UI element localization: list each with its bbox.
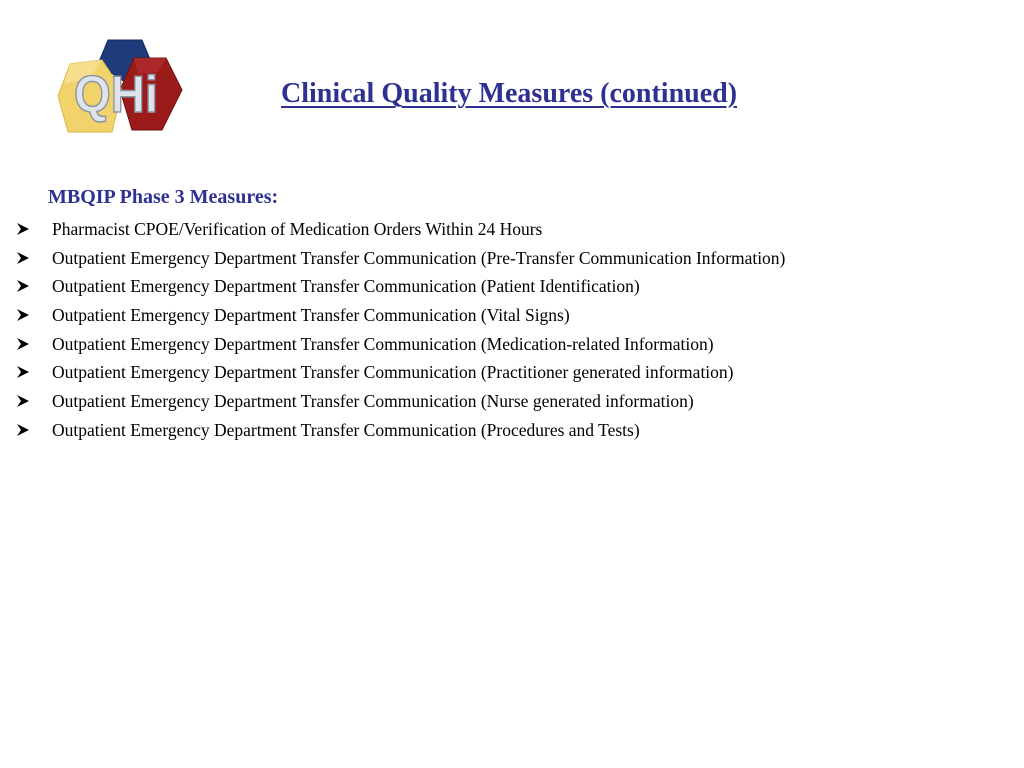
qhi-logo [54,38,186,136]
measure-list [0,215,785,445]
arrowhead-bullet-icon [16,308,30,322]
list-item-label: Outpatient Emergency Department Transfer Communication (Nurse generated information) [52,391,694,412]
arrowhead-bullet-icon [16,222,30,236]
list-item-label: Outpatient Emergency Department Transfer Communication (Practitioner generated information) [52,362,734,383]
list-item-label: Pharmacist CPOE/Verification of Medication Orders Within 24 Hours [52,219,543,239]
list-item [0,387,785,416]
logo-lettering: QHi [74,66,158,124]
list-item [0,244,785,273]
arrowhead-bullet-icon [16,279,30,293]
list-item-label: Outpatient Emergency Department Transfer Communication (Pre-Transfer Communication Information) [52,247,786,268]
list-item-label: Outpatient Emergency Department Transfer Communication (Procedures and Tests) [52,419,640,440]
section-heading: MBQIP Phase 3 Measures: [48,186,279,208]
list-item [0,330,785,359]
arrowhead-bullet-icon [16,394,30,408]
list-item [0,301,785,330]
qhi-logo-mark [54,38,186,136]
list-item [0,215,785,244]
page-title: Clinical Quality Measures (continued) [281,78,738,109]
list-item [0,416,785,445]
list-item [0,358,785,387]
list-item-label: Outpatient Emergency Department Transfer Communication (Medication-related Information) [52,333,714,354]
arrowhead-bullet-icon [16,365,30,379]
list-item-label: Outpatient Emergency Department Transfer Communication (Patient Identification) [52,276,640,297]
arrowhead-bullet-icon [16,337,30,351]
arrowhead-bullet-icon [16,251,30,265]
list-item-label: Outpatient Emergency Department Transfer Communication (Vital Signs) [52,305,570,326]
arrowhead-bullet-icon [16,423,30,437]
list-item [0,272,785,301]
